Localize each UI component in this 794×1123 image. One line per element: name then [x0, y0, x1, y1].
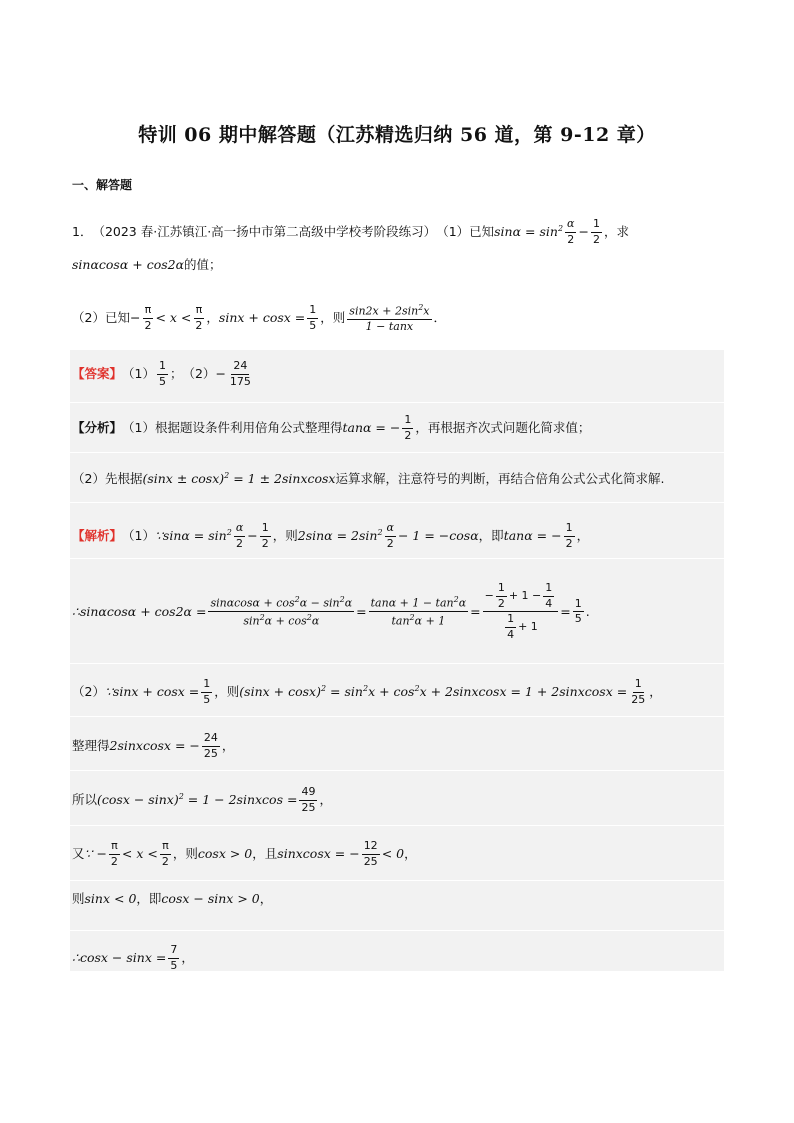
question-line-2 [72, 259, 222, 272]
fraction-one-half: $\frac{1}{2}$ [592, 217, 600, 246]
formula-s4: 2sinxcosx = − [109, 737, 200, 753]
fraction-one-fifth: $\frac{1}{5}$ [309, 303, 317, 332]
solution-prefix-2: （2） [72, 683, 105, 699]
formula-s5: $(\cos x - \sin x)^2 = 1$ − 2sinxcos = [97, 792, 298, 808]
fraction-24-25: $\frac{24}{25}$ [203, 731, 218, 760]
page-title: 特训 06 期中解答题（江苏精选归纳 56 道，第 9-12 章） [138, 124, 656, 146]
fraction-one-fifth: $\frac{1}{5}$ [574, 596, 582, 626]
analysis-label: 【分析】 [72, 419, 123, 435]
part1-prefix: （1）已知 [436, 223, 495, 239]
separator [70, 716, 724, 717]
formula-less-zero: < 0 [381, 845, 405, 861]
comma: ， [576, 527, 590, 543]
fraction-s2-3: − $\frac{1}{2}$ + 1 − $\frac{1}{4}$ $\frac{1}{4}$ + 1 [483, 582, 559, 642]
question-line-3 [72, 303, 446, 334]
formula-s2a: ∴sinαcosα + cos2α = [72, 603, 207, 619]
fraction-alpha-over-2: $\frac{\alpha}{2}$ [567, 217, 575, 246]
formula-s7: cosx − sinx > 0 [161, 891, 260, 906]
comma: ， [259, 891, 273, 906]
separator [70, 880, 724, 881]
fraction-s2-1: $\frac{\sin\alpha\cos\alpha + \cos^2\alpha - \sin^2\alpha}{\sin^2\alpha + \cos^2\alpha}$ [210, 594, 353, 628]
fraction-alpha-over-2: $\frac{\alpha}{2}$ [235, 521, 244, 550]
fraction-alpha-over-2: $\frac{\alpha}{2}$ [386, 521, 394, 550]
fraction-one-fifth: $\frac{1}{5}$ [203, 677, 211, 706]
separator [70, 825, 724, 826]
comma: ， [404, 845, 417, 861]
part1-line2: 的值； [184, 257, 222, 272]
separator [70, 452, 724, 453]
fraction-49-25: $\frac{49}{25}$ [301, 785, 316, 814]
solution-ze-cos: ，则 [172, 845, 198, 861]
minus-sign: − [129, 310, 141, 326]
analysis-text-2b: 运算求解，注意符号的判断，再结合倍角公式公式化简求解. [335, 470, 665, 486]
minus-sign: − [247, 527, 258, 543]
solution-then: ，则 [214, 683, 240, 699]
comma: ， [649, 683, 662, 699]
fraction-target-2: $\frac{\sin 2x + 2\sin^2x}{1 - \tan x}$ [349, 303, 430, 334]
fraction-1-25: $\frac{1}{25}$ [631, 677, 646, 706]
solution-then: ，则 [272, 527, 298, 543]
analysis-text-1a: （1）根据题设条件利用倍角公式整理得 [122, 419, 343, 435]
minus-sign: − [215, 365, 226, 381]
fraction-pi-over-2b: $\frac{\pi}{2}$ [161, 839, 169, 868]
answer-1-value: $\frac{1}{5}$ [158, 359, 166, 388]
solution-ji: ，即 [136, 891, 162, 906]
part2-then: ，则 [320, 310, 346, 326]
solution-label: 【解析】 [72, 527, 123, 543]
formula-given-2: sinx + cosx = [218, 310, 306, 326]
separator [70, 502, 724, 503]
formula-cos-positive: cosx > 0 [197, 845, 253, 861]
solution-zhengli: 整理得 [72, 737, 110, 753]
comma: ， [319, 791, 332, 807]
separator [70, 663, 724, 664]
equals-sign: = [560, 603, 571, 619]
solution-line-1 [72, 522, 589, 550]
fraction-12-25: $\frac{12}{25}$ [363, 839, 378, 868]
part1-text: ，求 [603, 223, 629, 239]
fraction-s2-2: $\frac{\tan\alpha + 1 - \tan^2\alpha}{\tan^2\alpha + 1}$ [370, 594, 467, 628]
fraction-one-half: $\frac{1}{2}$ [565, 521, 573, 550]
comma: ， [206, 310, 219, 326]
comma: ， [181, 949, 194, 965]
formula-s1b: $2\sin\alpha = 2\sin^2$ [297, 528, 383, 544]
formula-target-1: sinαcosα + cos2α [72, 257, 185, 272]
fraction-7-5: $\frac{7}{5}$ [170, 943, 178, 972]
answer-part1: （1） [122, 365, 155, 381]
formula-given-1: $\sin\alpha = \sin^2$ [494, 224, 564, 240]
solution-line-5 [72, 786, 332, 814]
equals-sign: = [356, 603, 367, 619]
solution-qie: ，且 [252, 845, 278, 861]
answer-part2: （2） [182, 365, 216, 381]
analysis-line-2 [72, 472, 664, 486]
answer-sep: ； [169, 365, 183, 381]
solution-line-6 [72, 840, 417, 868]
answer-box [70, 350, 724, 971]
formula-s1a: ∵sinα = $\sin^2$ [154, 528, 232, 544]
formula-s8: ∴cosx − sinx = [72, 949, 167, 965]
solution-suoyi: 所以 [72, 791, 98, 807]
solution-ze: 则 [72, 891, 85, 906]
fraction-pi-over-2: $\frac{\pi}{2}$ [144, 303, 152, 332]
fraction-pi-over-2: $\frac{\pi}{2}$ [110, 839, 118, 868]
part2-prefix: （2）已知 [72, 310, 130, 326]
formula-s6: sinxcosx = − [277, 845, 360, 861]
separator [70, 558, 724, 559]
question-number: 1． [72, 223, 93, 239]
inequality-x: < x < [155, 310, 192, 326]
question-line-1 [72, 218, 629, 246]
solution-you: 又 [72, 845, 85, 861]
minus-sign: − [578, 223, 589, 239]
formula-tan: tanα = − [342, 419, 401, 435]
equals-sign: = [470, 603, 481, 619]
solution-line-7 [72, 893, 272, 906]
fraction-one-half: $\frac{1}{2}$ [404, 413, 412, 442]
answer-line [72, 360, 255, 388]
solution-line-4 [72, 732, 234, 760]
fraction-pi-over-2b: $\frac{\pi}{2}$ [195, 303, 203, 332]
formula-square: $(\sin x \pm \cos x)^2 = 1$ ± 2sinxcosx [142, 471, 336, 487]
separator [70, 402, 724, 403]
formula-because: ∵ − [84, 845, 107, 861]
formula-s1c: − 1 = −cosα [397, 527, 479, 543]
solution-ie: ，即 [478, 527, 504, 543]
comma: ， [221, 737, 235, 753]
answer-2-value: $\frac{24}{175}$ [229, 359, 251, 388]
solution-line-8 [72, 944, 194, 972]
analysis-text-2a: （2）先根据 [72, 470, 143, 486]
analysis-text-1b: ，再根据齐次式问题化简求值； [415, 419, 591, 435]
formula-s3a: ∵sinx + cosx = [104, 683, 200, 699]
section-title: 一、解答题 [72, 178, 133, 192]
separator [70, 930, 724, 931]
formula-tan: tanα = − [503, 527, 562, 543]
solution-prefix-1: （1） [122, 527, 155, 543]
period: . [585, 603, 590, 619]
period: ． [433, 310, 447, 326]
separator [70, 770, 724, 771]
analysis-line-1 [72, 414, 590, 442]
answer-label: 【答案】 [72, 365, 123, 381]
formula-s3b: $(\sin x + \cos x)^2 = \sin^2x + \cos^2x$ + 2sinxcosx = 1 + 2sinxcosx = [239, 684, 628, 700]
solution-line-2 [72, 582, 590, 642]
inequality-x: < x < [121, 845, 158, 861]
formula-sin-negative: sinx < 0 [84, 891, 137, 906]
solution-line-3 [72, 678, 662, 706]
question-source: （2023 春·江苏镇江·高一扬中市第二高级中学校考阶段练习） [92, 223, 437, 239]
fraction-one-half: $\frac{1}{2}$ [261, 521, 269, 550]
